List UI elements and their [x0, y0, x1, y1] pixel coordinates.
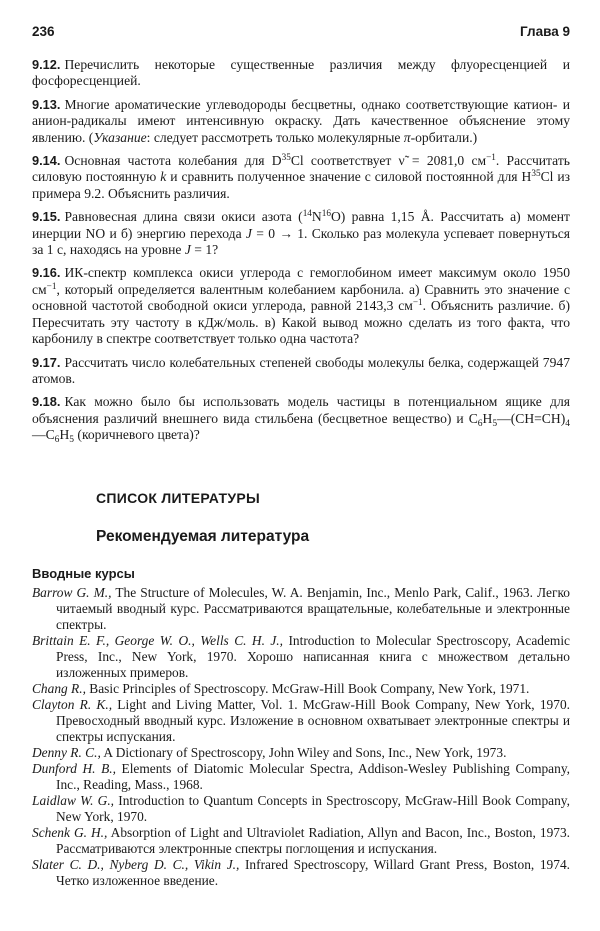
reference-group-title: Вводные курсы [32, 565, 135, 581]
reference-item [32, 633, 570, 681]
reference-item [32, 681, 570, 697]
bibliography-title: СПИСОК ЛИТЕРАТУРЫ [96, 489, 261, 506]
problem-text-segment: π [403, 129, 411, 145]
reference-text: Introduction to Quantum Concepts in Spectroscopy, McGraw-Hill Book Company, New York, 1970. [56, 792, 570, 824]
problem-number: 9.14. [32, 153, 61, 169]
problem-number: 9.16. [32, 265, 61, 281]
reference-author: Laidlaw W. G., [32, 792, 115, 808]
problem-number: 9.18. [32, 394, 61, 410]
reference-author: Slater C. D., Nyberg D. C., Vikin J., [32, 856, 240, 872]
problem-item [32, 355, 570, 388]
problem-text-segment: Равновесная длина связи окиси азота ( [64, 209, 303, 225]
problem-text-segment: O) равна 1,15 Å. Рассчитать а) момент инерции NO и б) энергию перехода [32, 209, 570, 241]
problem-text-segment: Как можно было бы использовать модель частицы в потенциальном ящике для объяснения различий внешнего вида стильбена (бесцветное вещество) и C [32, 394, 570, 426]
problem-text-segment: : следует рассмотреть только молекулярные [146, 129, 404, 145]
problem-text-segment: (коричневого цвета)? [74, 427, 200, 443]
problem-text-segment: Указание [93, 129, 147, 145]
reference-text: Absorption of Light and Ultraviolet Radiation, Allyn and Bacon, Inc., Boston, 1973. Рассматриваются электронные спектры поглощения и испускания. [56, 824, 570, 856]
reference-author: Dunford H. B., [32, 760, 116, 776]
reference-author: Chang R., [32, 680, 86, 696]
page-header [32, 0, 570, 39]
reference-item [32, 857, 570, 889]
problem-text-segment: 4 [565, 418, 570, 429]
problem-text-segment: 6 [477, 418, 483, 429]
reference-author: Barrow G. M., [32, 584, 112, 600]
reference-author: Clayton R. K., [32, 696, 113, 712]
problem-text-segment: —(CH=CH) [497, 410, 566, 426]
reference-author: Denny R. C., [32, 744, 101, 760]
problem-text-segment: −1 [486, 151, 496, 162]
reference-item [32, 745, 570, 761]
problem-text-segment: 35 [281, 151, 291, 162]
problem-text-segment: J [245, 225, 252, 241]
problem-text-segment: Перечислить некоторые существенные различия между флуоресценцией и фосфоресценцией. [32, 57, 570, 89]
bibliography-subtitle: Рекомендуемая литература [96, 527, 310, 545]
problem-text-segment: -орбитали.) [410, 129, 478, 145]
problem-number: 9.13. [32, 96, 61, 112]
problem-text-segment: . Объяснить различие. б) Пересчитать эту частоту в кДж/моль. в) Какой вывод можно сделать из того факта, что карбонилу в спектре соответствует только одна частота? [32, 298, 570, 347]
reference-text: Introduction to Molecular Spectroscopy, Academic Press, Inc., New York, 1970. Хорошо написанная книга с множеством детально изложенных примеров. [56, 632, 570, 680]
reference-item [32, 793, 570, 825]
problem-text-segment: H [59, 427, 70, 443]
problem-text-segment: −1 [46, 280, 57, 291]
reference-text: The Structure of Molecules, W. A. Benjamin, Inc., Menlo Park, Calif., 1963. Легко читаемый вводный курс. Рассматриваются вращательные, колебательные и электронные спектры. [56, 584, 570, 632]
problem-text-segment: k [160, 169, 167, 185]
problem-text-segment: = 1? [190, 242, 219, 258]
problem-text-segment: Рассчитать число колебательных степеней свободы молекулы белка, содержащей 7947 атомов. [32, 354, 570, 386]
problem-text-segment: 5 [492, 418, 498, 429]
problem-text-segment: N [311, 209, 322, 225]
reference-text: Light and Living Matter, Vol. 1. McGraw-Hill Book Company, New York, 1970. Превосходный вводный курс. Изложение в основном охватывает электронные спектры и спектры испускания. [56, 696, 570, 744]
problem-text-segment: Cl из примера 9.2. Объяснить различия. [32, 169, 571, 201]
reference-author: Brittain E. F., George W. O., Wells C. H. J., [32, 632, 284, 648]
problem-text-segment: H [482, 410, 493, 426]
problem-text-segment: и сравнить полученное значение с силовой постоянной для H [166, 169, 532, 185]
problem-item [32, 57, 570, 90]
problem-number: 9.12. [32, 57, 61, 72]
problem-item [32, 97, 570, 146]
problem-text-segment: , который определяется валентным колебанием карбонила. а) Сравнить это значение с основной частотой свободной окиси углерода, равной 2143,3 см [32, 281, 570, 314]
problem-text-segment: 35 [531, 168, 541, 179]
problem-number: 9.15. [32, 209, 61, 225]
problem-text-segment: 6 [54, 434, 60, 445]
reference-item [32, 825, 570, 857]
problem-text-segment: 5 [69, 434, 75, 445]
reference-text: Elements of Diatomic Molecular Spectra, Addison-Wesley Publishing Company, Inc., Reading, Mass., 1968. [56, 760, 570, 792]
problem-text-segment: J [184, 242, 191, 258]
problem-text-segment: Многие ароматические углеводороды бесцветны, однако соответствующие катион- и анион-радикалы имеют интенсивную окраску. Дать качественное объяснение этому явлению. ( [32, 96, 570, 145]
problem-item [32, 209, 570, 258]
problem-text-segment: 16 [321, 208, 331, 219]
reference-item [32, 761, 570, 793]
reference-item [32, 585, 570, 633]
problem-text-segment: . Рассчитать силовую постоянную [32, 153, 570, 185]
problem-text-segment: −1 [412, 297, 423, 308]
reference-author: Schenk G. H., [32, 824, 108, 840]
problem-item [32, 265, 570, 347]
problem-item [32, 394, 570, 443]
reference-text: Infrared Spectroscopy, Willard Grant Press, Boston, 1974. Четко изложенное введение. [56, 856, 570, 888]
problem-text-segment: ИК-спектр комплекса окиси углерода с гемоглобином имеет максимум около 1950 см [32, 265, 570, 297]
problem-text-segment: —C [32, 427, 55, 443]
reference-list [32, 585, 570, 889]
reference-text: Basic Principles of Spectroscopy. McGraw-Hill Book Company, New York, 1971. [85, 680, 530, 696]
problem-number: 9.17. [32, 354, 61, 370]
problem-text-segment: = 0 → 1. Сколько раз молекула успевает повернуться за 1 с, находясь на уровне [32, 225, 570, 258]
reference-text: A Dictionary of Spectroscopy, John Wiley and Sons, Inc., New York, 1973. [100, 744, 507, 760]
problem-text-segment: Основная частота колебания для D [64, 153, 282, 169]
problem-text-segment: 14 [302, 208, 312, 219]
problem-item [32, 153, 570, 202]
problems-list [32, 57, 570, 444]
page-number: 236 [32, 24, 55, 39]
problem-text-segment: Cl соответствует ν̃ = 2081,0 см [290, 153, 487, 169]
chapter-title: Глава 9 [520, 24, 570, 39]
reference-item [32, 697, 570, 745]
